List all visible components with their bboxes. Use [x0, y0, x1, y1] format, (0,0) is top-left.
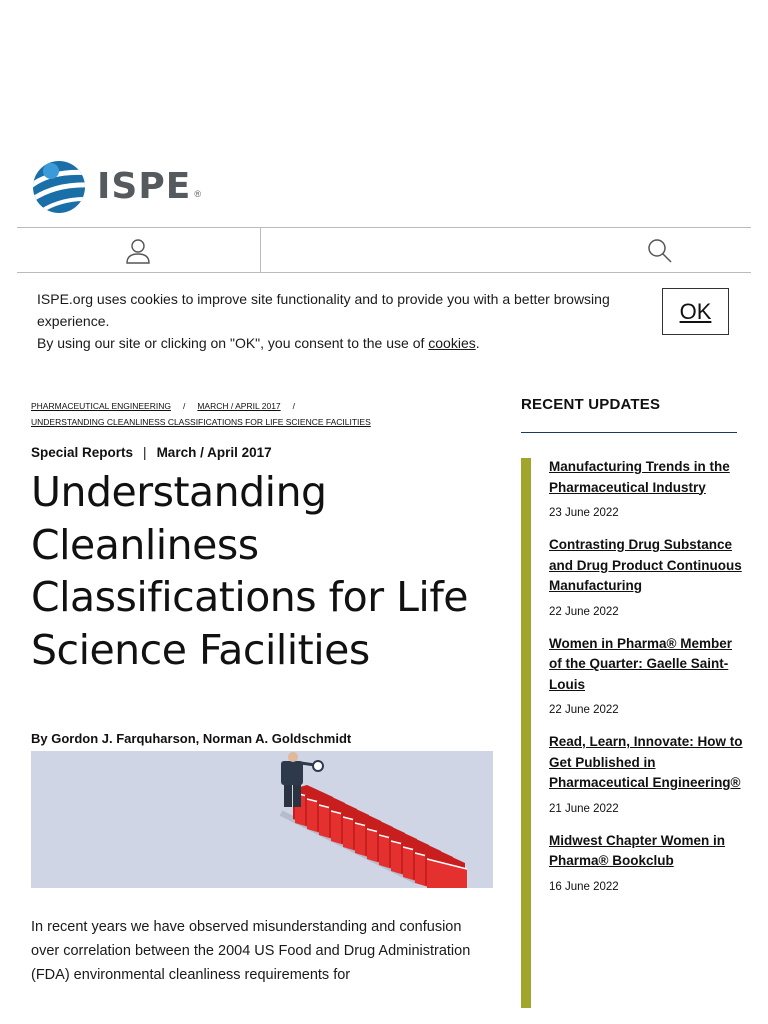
ispe-logo[interactable] [31, 159, 201, 215]
recent-update-item [549, 831, 744, 893]
cookie-consent-suffix: . [475, 335, 480, 351]
article-byline: By Gordon J. Farquharson, Norman A. Goldschmidt [31, 731, 352, 746]
breadcrumb-pharmaceutical-engineering[interactable]: PHARMACEUTICAL ENGINEERING [31, 401, 171, 411]
recent-updates-accent-bar [521, 458, 531, 1008]
recent-update-link[interactable]: Manufacturing Trends in the Pharmaceutical Industry [549, 459, 730, 495]
recent-updates-list [549, 457, 744, 909]
recent-update-item [549, 634, 744, 717]
article-hero-image [31, 751, 493, 888]
recent-updates-divider [521, 432, 737, 433]
user-icon [123, 237, 153, 265]
recent-update-date: 22 June 2022 [549, 704, 619, 716]
folders-inspection-illustration [31, 751, 493, 888]
recent-update-date: 23 June 2022 [549, 507, 619, 519]
cookie-consent-prefix: By using our site or clicking on "OK", you consent to the use of [37, 335, 429, 351]
page-title: Understanding Cleanliness Classifications for Life Science Facilities [31, 468, 468, 674]
article-issue: March / April 2017 [156, 445, 272, 460]
recent-update-link[interactable]: Midwest Chapter Women in Pharma® Bookclub [549, 832, 726, 868]
article-meta [31, 445, 272, 460]
article-category: Special Reports [31, 445, 134, 460]
breadcrumb [31, 398, 491, 430]
recent-update-date: 21 June 2022 [549, 802, 619, 815]
breadcrumb-article[interactable]: UNDERSTANDING CLEANLINESS CLASSIFICATIONS FOR LIFE SCIENCE FACILITIES [31, 417, 371, 427]
meta-separator: | [143, 445, 147, 460]
ispe-globe-icon [31, 159, 87, 215]
utility-bar [17, 227, 751, 273]
utility-divider [260, 228, 261, 272]
recent-update-item [549, 535, 744, 618]
account-button[interactable] [123, 237, 153, 265]
breadcrumb-separator: / [182, 401, 186, 411]
logo-registered-mark: ® [194, 189, 201, 199]
recent-update-item [549, 457, 744, 519]
cookie-message: ISPE.org uses cookies to improve site functionality and to provide you with a better browsing experience. [37, 291, 610, 329]
article-body-paragraph: In recent years we have observed misunderstanding and confusion over correlation between the 2004 US Food and Drug Administration (FDA) environmental cleanliness requirements for [31, 919, 471, 983]
recent-update-link[interactable]: Women in Pharma® Member of the Quarter: Gaelle Saint-Louis [549, 635, 732, 692]
breadcrumb-issue[interactable]: MARCH / APRIL 2017 [197, 401, 281, 411]
recent-update-date: 22 June 2022 [549, 605, 619, 618]
recent-update-item [549, 732, 744, 815]
search-button[interactable] [646, 237, 674, 265]
recent-update-link[interactable]: Contrasting Drug Substance and Drug Product Continuous Manufacturing [549, 537, 742, 593]
recent-update-date: 16 June 2022 [549, 880, 619, 893]
search-icon [646, 237, 674, 265]
logo-wordmark: ISPE [97, 166, 192, 207]
cookie-banner [37, 288, 627, 354]
cookie-ok-button[interactable]: OK [662, 288, 729, 335]
cookies-link[interactable]: cookies [428, 335, 476, 351]
recent-update-link[interactable]: Read, Learn, Innovate: How to Get Published in Pharmaceutical Engineering® [549, 734, 743, 790]
breadcrumb-separator: / [292, 401, 296, 411]
recent-updates-heading: RECENT UPDATES [521, 396, 661, 413]
